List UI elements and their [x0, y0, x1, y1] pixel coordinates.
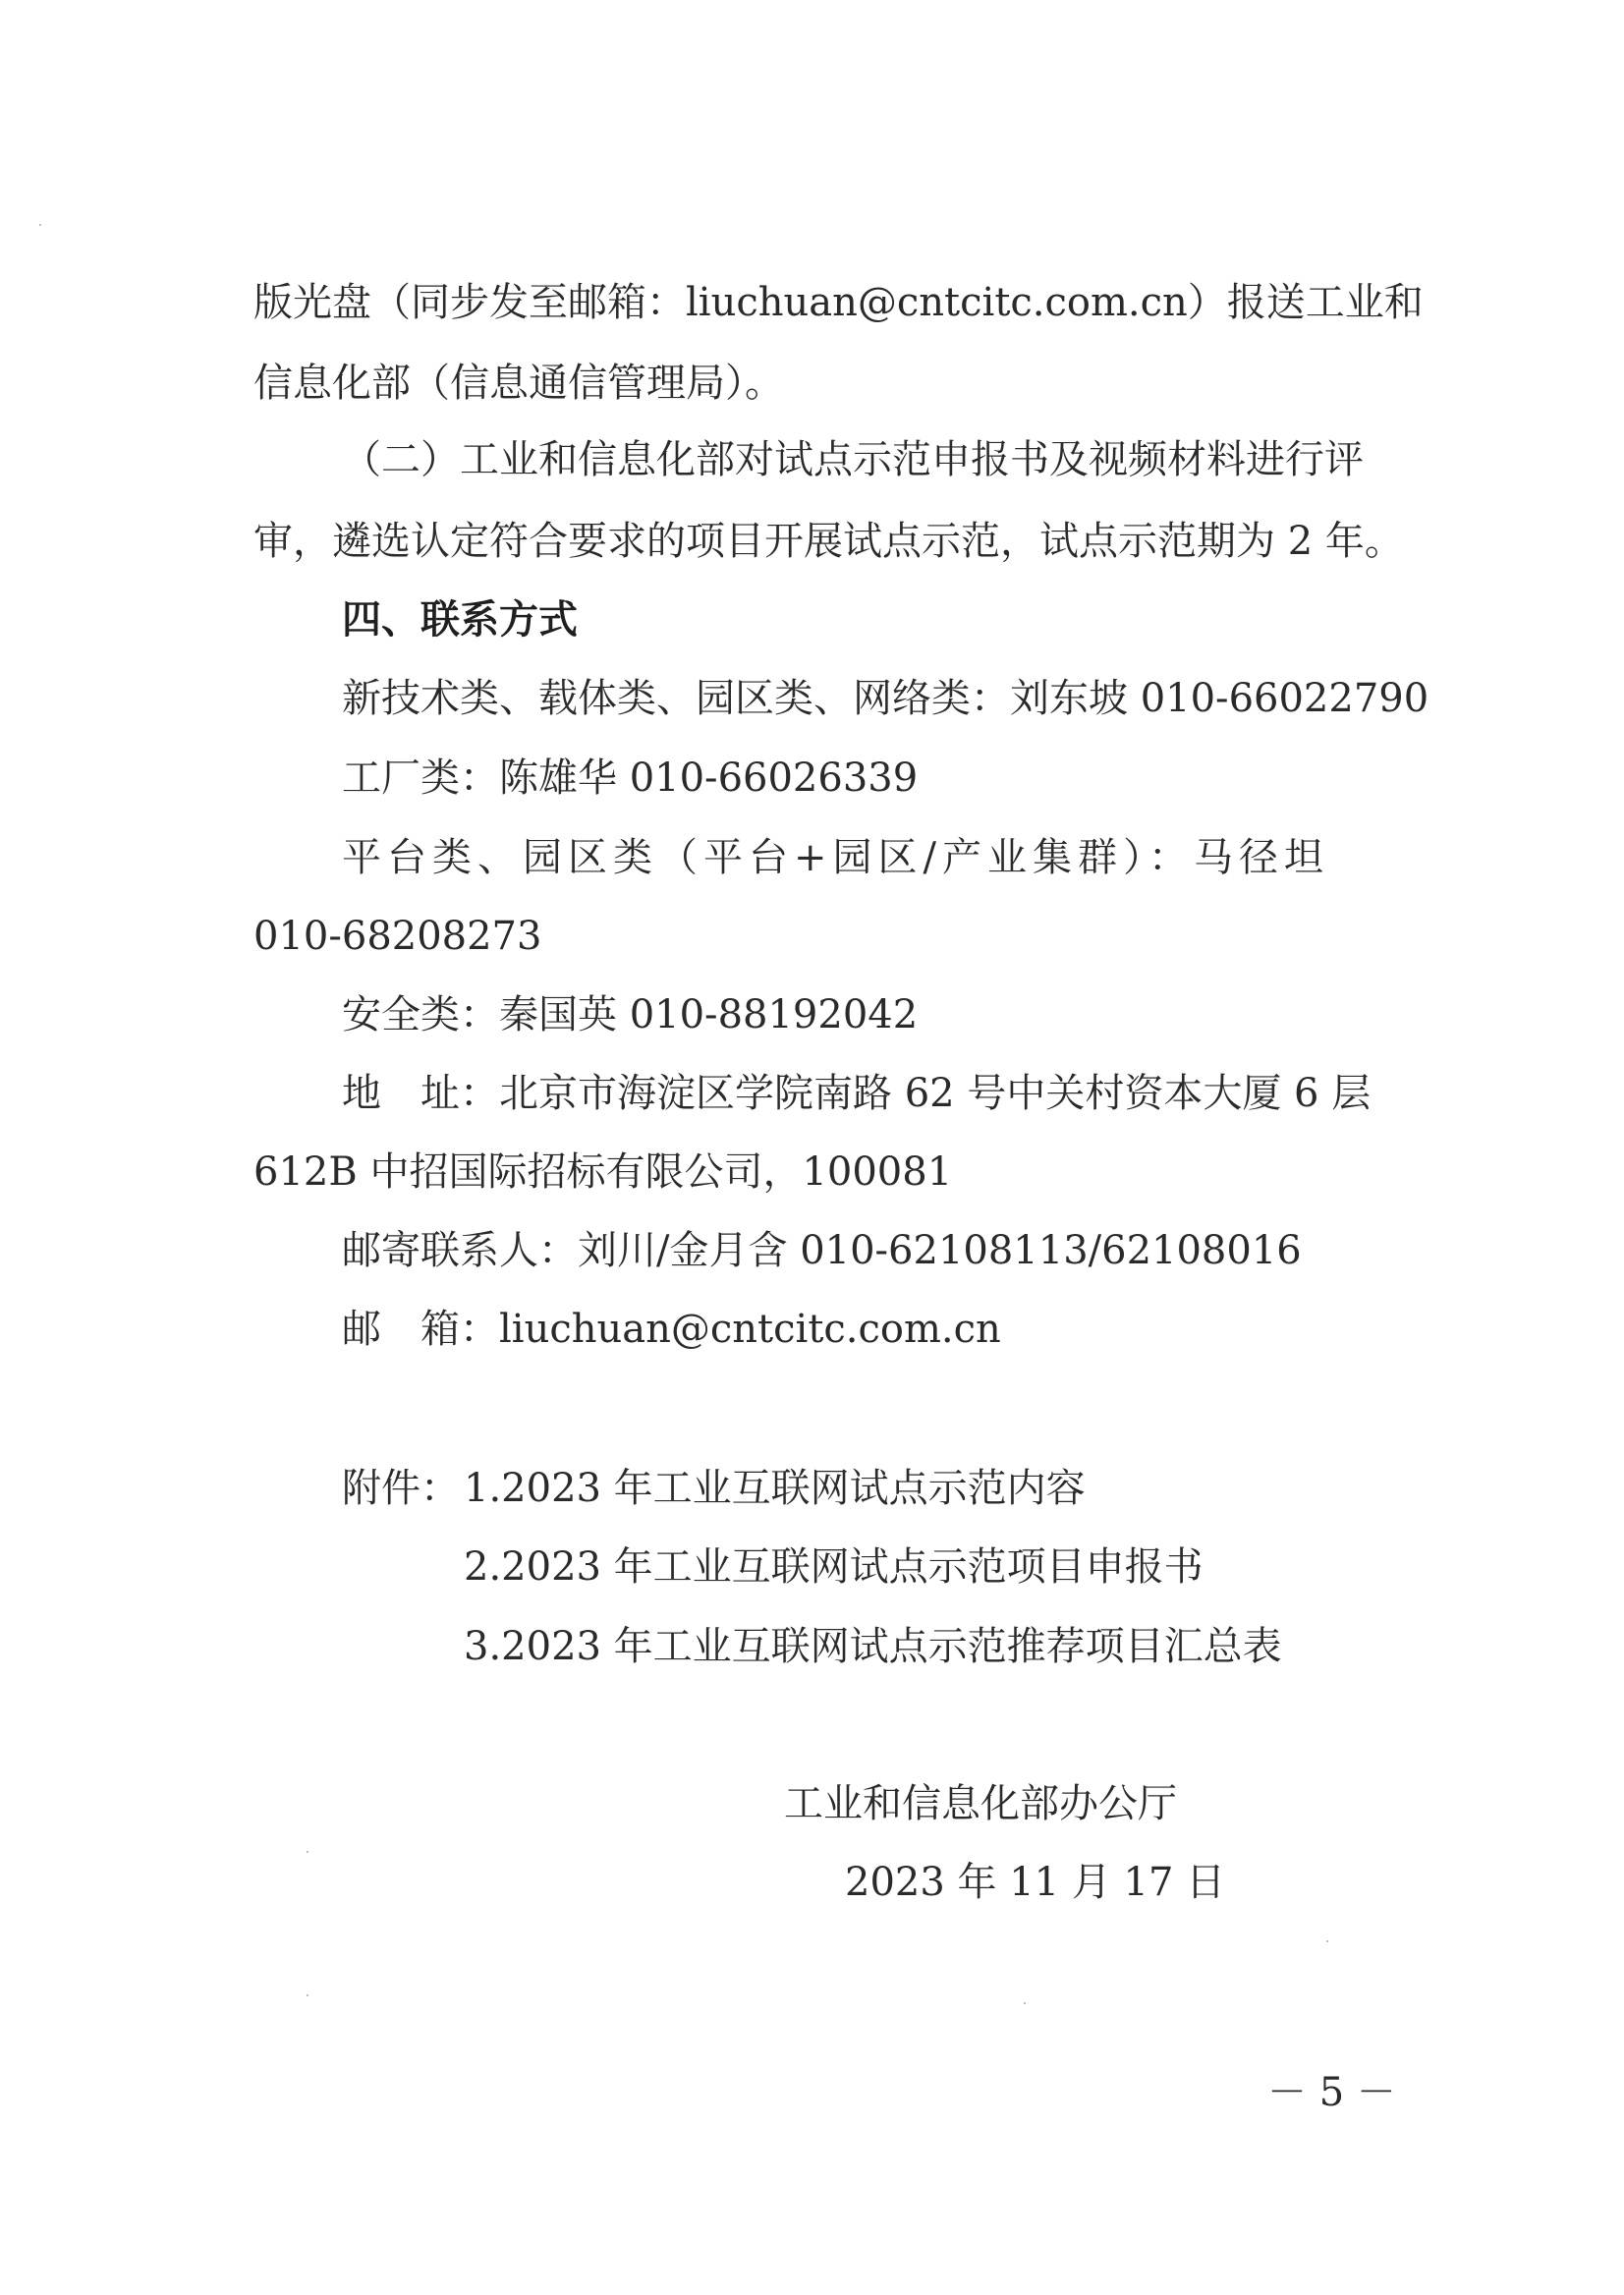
scan-speck — [1326, 1940, 1328, 1942]
paragraph-1-line-1: 版光盘（同步发至邮箱：liuchuan@cntcitc.com.cn）报送工业和 — [253, 280, 1424, 325]
paragraph-1-line-2: 信息化部（信息通信管理局）。 — [253, 361, 784, 406]
scan-speck — [1024, 2002, 1026, 2004]
paragraph-2-line-1: （二）工业和信息化部对试点示范申报书及视频材料进行评 — [342, 437, 1364, 482]
address-line-1: 地 址：北京市海淀区学院南路 62 号中关村资本大厦 6 层 — [342, 1071, 1372, 1116]
email-line: 邮 箱：liuchuan@cntcitc.com.cn — [342, 1307, 1001, 1352]
contact-line-platform-2: 010-68208273 — [253, 914, 542, 959]
attachment-item-3: 3.2023 年工业互联网试点示范推荐项目汇总表 — [464, 1624, 1282, 1669]
issuer-signature: 工业和信息化部办公厅 — [784, 1781, 1177, 1826]
section-heading-contact: 四、联系方式 — [342, 597, 578, 643]
page-number: － 5 － — [1267, 2070, 1396, 2115]
attachment-item-2: 2.2023 年工业互联网试点示范项目申报书 — [464, 1544, 1204, 1590]
attachments-label: 附件： — [342, 1466, 460, 1511]
scan-speck — [307, 1851, 308, 1853]
issue-date: 2023 年 11 月 17 日 — [845, 1860, 1226, 1905]
address-line-2: 612B 中招国际招标有限公司，100081 — [253, 1149, 953, 1195]
contact-line-factory: 工厂类：陈雄华 010-66026339 — [342, 756, 919, 801]
paragraph-2-line-2: 审，遴选认定符合要求的项目开展试点示范，试点示范期为 2 年。 — [253, 519, 1404, 564]
scan-speck — [307, 1994, 308, 1996]
contact-line-new-tech: 新技术类、载体类、园区类、网络类：刘东坡 010-66022790 — [342, 676, 1429, 721]
contact-line-security: 安全类：秦国英 010-88192042 — [342, 992, 919, 1037]
contact-line-platform-1: 平台类、园区类（平台+园区/产业集群）：马径坦 — [342, 835, 1329, 880]
mail-contact-line: 邮寄联系人：刘川/金月含 010-62108113/62108016 — [342, 1228, 1302, 1273]
attachment-item-1: 1.2023 年工业互联网试点示范内容 — [464, 1466, 1086, 1511]
scan-speck — [39, 224, 41, 226]
